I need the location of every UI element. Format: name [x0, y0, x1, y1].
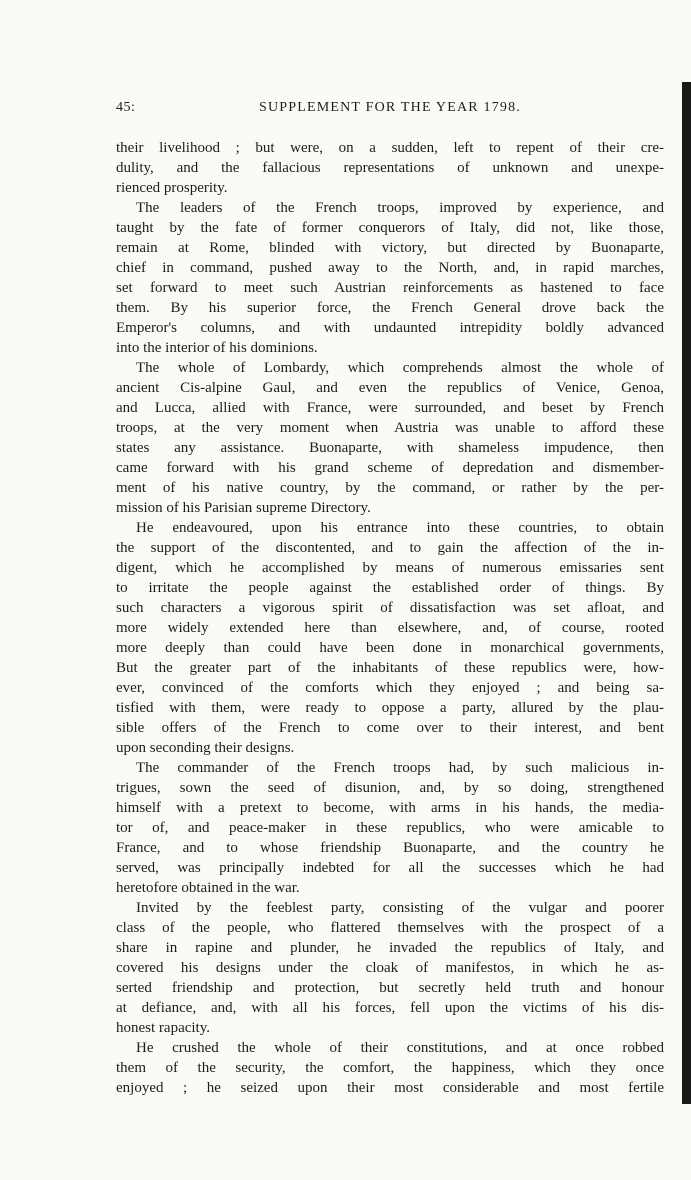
text-line: into the interior of his dominions. — [116, 340, 318, 356]
text-line: The whole of Lombardy, which comprehends almost the whole of — [136, 360, 664, 376]
body-text — [116, 138, 664, 1098]
text-line: taught by the fate of former conquerors of Italy, did not, like those, — [116, 220, 664, 236]
text-line: the support of the discontented, and to gain the affection of the in- — [116, 540, 664, 556]
text-line: set forward to meet such Austrian reinforcements as hastened to face — [116, 280, 664, 296]
text-line: covered his designs under the cloak of manifestos, in which he as- — [116, 960, 664, 976]
text-line: heretofore obtained in the war. — [116, 880, 300, 896]
text-line: at defiance, and, with all his forces, fell upon the victims of his dis- — [116, 1000, 664, 1016]
text-line: honest rapacity. — [116, 1020, 210, 1036]
text-line: came forward with his grand scheme of depredation and dismember- — [116, 460, 664, 476]
text-line: ancient Cis-alpine Gaul, and even the republics of Venice, Genoa, — [116, 380, 664, 396]
text-line: He endeavoured, upon his entrance into these countries, to obtain — [136, 520, 664, 536]
text-line: share in rapine and plunder, he invaded the republics of Italy, and — [116, 940, 664, 956]
text-line: serted friendship and protection, but secretly held truth and honour — [116, 980, 664, 996]
text-line: such characters a vigorous spirit of dissatisfaction was set afloat, and — [116, 600, 664, 616]
text-line: The leaders of the French troops, improved by experience, and — [136, 200, 664, 216]
running-title: SUPPLEMENT FOR THE YEAR 1798. — [258, 100, 522, 115]
text-line: upon seconding their designs. — [116, 740, 295, 756]
page-number: 45: — [116, 100, 136, 115]
text-line: sible offers of the French to come over to their interest, and bent — [116, 720, 664, 736]
text-line: them of the security, the comfort, the happiness, which they once — [116, 1060, 664, 1076]
text-line: The commander of the French troops had, by such malicious in- — [136, 760, 664, 776]
running-header — [116, 100, 664, 120]
text-line: to irritate the people against the established order of things. By — [116, 580, 664, 596]
text-line: enjoyed ; he seized upon their most considerable and most fertile — [116, 1080, 664, 1096]
text-line: But the greater part of the inhabitants of these republics were, how- — [116, 660, 664, 676]
text-line: served, was principally indebted for all the successes which he had — [116, 860, 664, 876]
text-line: Emperor's columns, and with undaunted intrepidity boldly advanced — [116, 320, 664, 336]
text-line: France, and to whose friendship Buonaparte, and the country he — [116, 840, 664, 856]
text-line: He crushed the whole of their constitutions, and at once robbed — [136, 1040, 664, 1056]
text-line: more widely extended here than elsewhere, and, of course, rooted — [116, 620, 664, 636]
text-line: rienced prosperity. — [116, 180, 228, 196]
text-line: their livelihood ; but were, on a sudden, left to repent of their cre- — [116, 140, 664, 156]
text-line: ment of his native country, by the command, or rather by the per- — [116, 480, 664, 496]
text-line: and Lucca, allied with France, were surrounded, and beset by French — [116, 400, 664, 416]
text-line: chief in command, pushed away to the North, and, in rapid marches, — [116, 260, 664, 276]
text-line: mission of his Parisian supreme Directory. — [116, 500, 371, 516]
text-line: tor of, and peace-maker in these republics, who were amicable to — [116, 820, 664, 836]
text-line: class of the people, who flattered themselves with the prospect of a — [116, 920, 664, 936]
text-line: ever, convinced of the comforts which they enjoyed ; and being sa- — [116, 680, 664, 696]
text-line: more deeply than could have been done in monarchical governments, — [116, 640, 664, 656]
text-line: digent, which he accomplished by means of numerous emissaries sent — [116, 560, 664, 576]
text-line: himself with a pretext to become, with arms in his hands, the media- — [116, 800, 664, 816]
text-line: dulity, and the fallacious representations of unknown and unexpe- — [116, 160, 664, 176]
text-line: remain at Rome, blinded with victory, but directed by Buonaparte, — [116, 240, 664, 256]
text-line: states any assistance. Buonaparte, with shameless impudence, then — [116, 440, 664, 456]
text-line: trigues, sown the seed of disunion, and, by so doing, strengthened — [116, 780, 664, 796]
text-line: tisfied with them, were ready to oppose a party, allured by the plau- — [116, 700, 664, 716]
text-line: them. By his superior force, the French General drove back the — [116, 300, 664, 316]
text-line: troops, at the very moment when Austria was unable to afford these — [116, 420, 664, 436]
page-spine-shadow — [682, 82, 691, 1104]
text-line: Invited by the feeblest party, consisting of the vulgar and poorer — [136, 900, 664, 916]
